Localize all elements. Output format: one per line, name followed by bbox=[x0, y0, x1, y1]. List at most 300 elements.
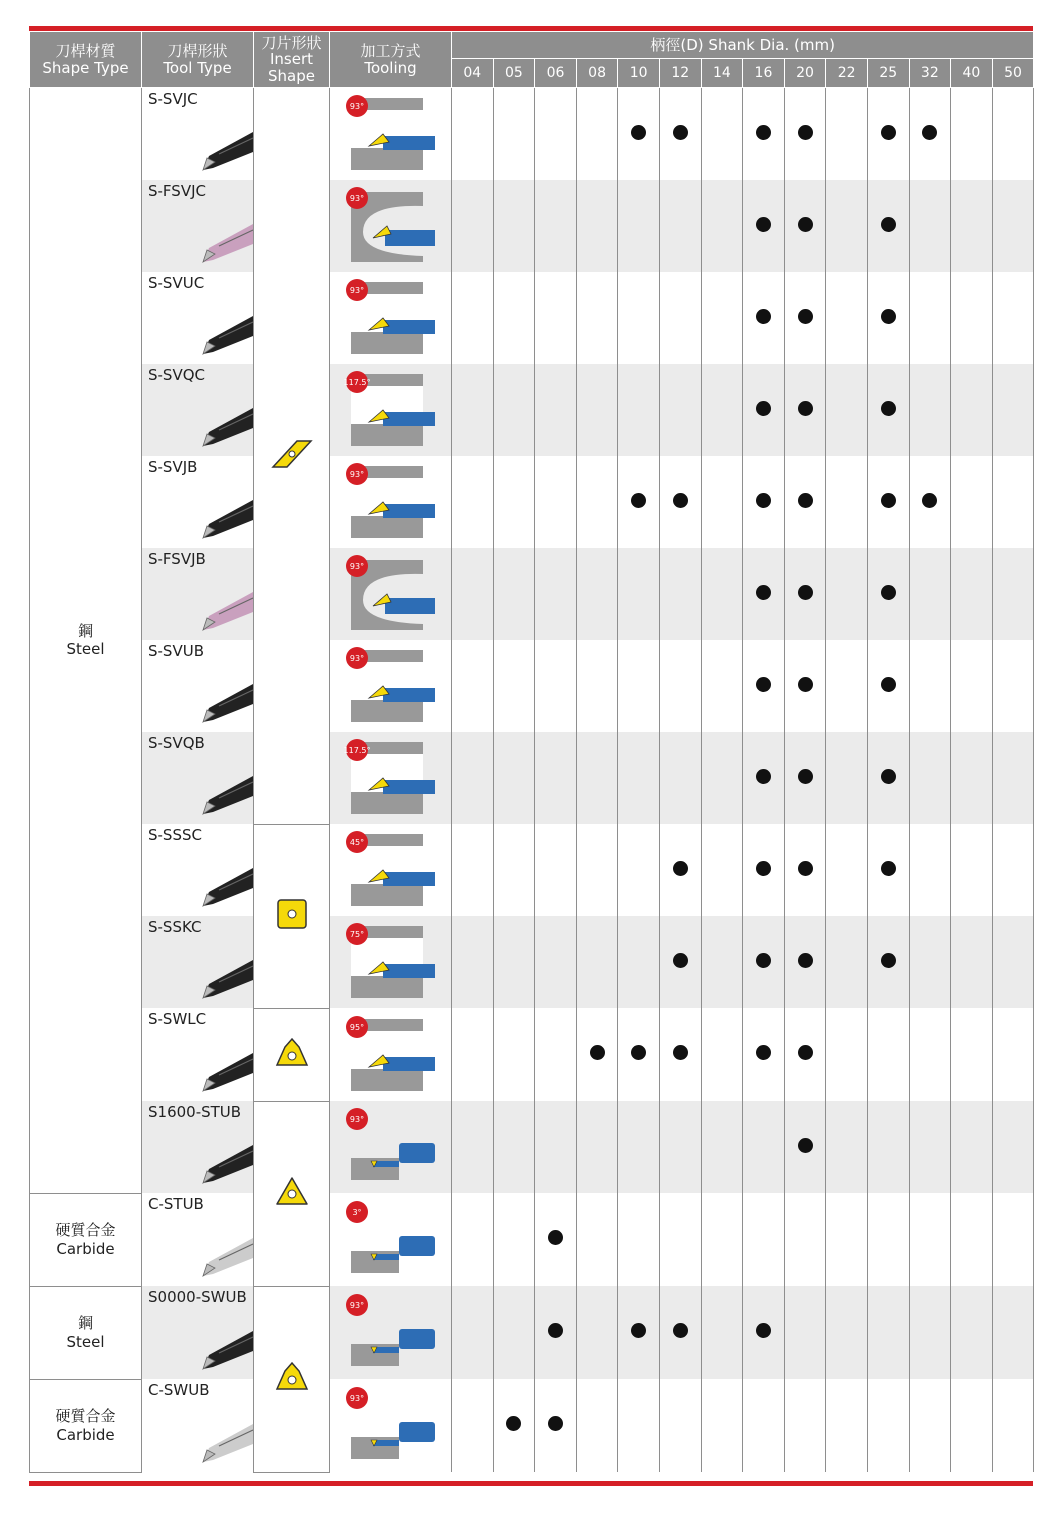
tooling-diagram bbox=[343, 734, 439, 818]
tool-type-cell bbox=[142, 1008, 254, 1101]
availability-cell bbox=[992, 364, 1034, 456]
availability-cell bbox=[826, 1101, 868, 1193]
availability-dot bbox=[798, 125, 813, 140]
availability-cell bbox=[535, 88, 577, 181]
availability-cell bbox=[535, 824, 577, 916]
availability-cell bbox=[452, 916, 494, 1008]
availability-cell bbox=[992, 548, 1034, 640]
header-shape-type-zh: 刀桿材質 bbox=[55, 42, 116, 60]
availability-cell bbox=[659, 180, 701, 272]
availability-dot bbox=[756, 677, 771, 692]
material-en: Carbide bbox=[56, 1425, 115, 1444]
square-insert-icon bbox=[276, 898, 308, 930]
availability-cell bbox=[452, 1008, 494, 1101]
availability-dot bbox=[922, 125, 937, 140]
availability-cell bbox=[784, 548, 826, 640]
table-row bbox=[30, 916, 1034, 1008]
boring-bar-image bbox=[189, 210, 253, 268]
availability-cell bbox=[826, 180, 868, 272]
availability-cell bbox=[618, 1101, 660, 1193]
boring-bar-table bbox=[29, 31, 1034, 1473]
availability-cell bbox=[826, 1286, 868, 1379]
availability-cell bbox=[992, 1008, 1034, 1101]
availability-cell bbox=[867, 272, 909, 364]
availability-cell bbox=[826, 916, 868, 1008]
availability-cell bbox=[452, 180, 494, 272]
availability-dot bbox=[881, 769, 896, 784]
tooling-angle-label: 95° bbox=[349, 1022, 364, 1032]
tooling-diagram bbox=[343, 90, 439, 174]
header-diameter: 40 bbox=[951, 59, 993, 88]
availability-cell bbox=[535, 548, 577, 640]
tool-type-cell bbox=[142, 1286, 254, 1379]
availability-cell bbox=[576, 640, 618, 732]
triangle-insert-icon bbox=[275, 1176, 309, 1208]
availability-dot bbox=[798, 1138, 813, 1153]
availability-dot bbox=[881, 953, 896, 968]
table-row bbox=[30, 272, 1034, 364]
tool-type-label: S-SVQC bbox=[148, 366, 205, 384]
tooling-angle-label: 117.5° bbox=[343, 746, 370, 755]
boring-bar-image bbox=[189, 1224, 253, 1282]
availability-cell bbox=[743, 456, 785, 548]
tooling-angle-label: 45° bbox=[349, 838, 364, 847]
availability-cell bbox=[535, 640, 577, 732]
availability-cell bbox=[576, 1101, 618, 1193]
material-cell bbox=[30, 1286, 142, 1379]
tool-type-label: C-STUB bbox=[148, 1195, 204, 1213]
availability-cell bbox=[618, 824, 660, 916]
availability-cell bbox=[618, 548, 660, 640]
material-zh: 硬質合金 bbox=[55, 1406, 116, 1425]
tool-type-cell bbox=[142, 916, 254, 1008]
availability-cell bbox=[701, 180, 743, 272]
availability-dot bbox=[798, 1045, 813, 1060]
tool-type-label: S-FSVJB bbox=[148, 550, 206, 568]
availability-cell bbox=[951, 548, 993, 640]
header-tool-type-zh: 刀桿形狀 bbox=[167, 42, 228, 60]
availability-cell bbox=[701, 1379, 743, 1472]
boring-bar-image bbox=[189, 946, 253, 1004]
tool-type-label: S-SVUC bbox=[148, 274, 205, 292]
availability-cell bbox=[618, 364, 660, 456]
availability-cell bbox=[576, 1379, 618, 1472]
availability-cell bbox=[576, 272, 618, 364]
header-diameter: 06 bbox=[535, 59, 577, 88]
availability-cell bbox=[618, 732, 660, 824]
tooling-diagram bbox=[343, 182, 439, 266]
availability-dot bbox=[881, 125, 896, 140]
availability-cell bbox=[618, 1193, 660, 1286]
boring-bar-image bbox=[189, 394, 253, 452]
availability-cell bbox=[867, 1101, 909, 1193]
availability-cell bbox=[701, 1193, 743, 1286]
availability-cell bbox=[618, 640, 660, 732]
insert-shape-cell bbox=[254, 824, 330, 1008]
table-row bbox=[30, 824, 1034, 916]
availability-cell bbox=[618, 1286, 660, 1379]
header-diameter: 32 bbox=[909, 59, 951, 88]
tooling-angle-label: 93° bbox=[349, 562, 364, 571]
availability-cell bbox=[452, 456, 494, 548]
availability-cell bbox=[493, 364, 535, 456]
availability-dot bbox=[798, 585, 813, 600]
tool-type-cell bbox=[142, 456, 254, 548]
availability-cell bbox=[535, 180, 577, 272]
tooling-cell bbox=[330, 732, 452, 824]
availability-cell bbox=[576, 364, 618, 456]
availability-cell bbox=[951, 732, 993, 824]
availability-cell bbox=[992, 1193, 1034, 1286]
boring-bar-image bbox=[189, 762, 253, 820]
availability-cell bbox=[659, 824, 701, 916]
availability-cell bbox=[659, 88, 701, 181]
availability-cell bbox=[867, 1379, 909, 1472]
tool-type-cell bbox=[142, 824, 254, 916]
availability-cell bbox=[659, 548, 701, 640]
availability-dot bbox=[673, 1045, 688, 1060]
availability-cell bbox=[743, 180, 785, 272]
tooling-diagram bbox=[343, 366, 439, 450]
availability-dot bbox=[756, 1323, 771, 1338]
tool-type-label: S-SWLC bbox=[148, 1010, 207, 1028]
availability-cell bbox=[493, 1379, 535, 1472]
tool-type-cell bbox=[142, 640, 254, 732]
availability-cell bbox=[992, 272, 1034, 364]
availability-cell bbox=[743, 1379, 785, 1472]
tooling-cell bbox=[330, 824, 452, 916]
availability-cell bbox=[867, 88, 909, 181]
tool-type-cell bbox=[142, 732, 254, 824]
availability-dot bbox=[673, 125, 688, 140]
header-tool-type-en: Tool Type bbox=[163, 58, 232, 77]
availability-cell bbox=[701, 1101, 743, 1193]
availability-cell bbox=[493, 88, 535, 181]
availability-cell bbox=[909, 1379, 951, 1472]
availability-cell bbox=[826, 824, 868, 916]
boring-bar-image bbox=[189, 302, 253, 360]
tool-type-label: C-SWUB bbox=[148, 1381, 210, 1399]
availability-dot bbox=[798, 401, 813, 416]
availability-cell bbox=[659, 1008, 701, 1101]
availability-cell bbox=[452, 548, 494, 640]
tooling-diagram bbox=[343, 826, 439, 910]
table-row bbox=[30, 1008, 1034, 1101]
availability-dot bbox=[631, 125, 646, 140]
availability-cell bbox=[867, 1008, 909, 1101]
availability-cell bbox=[992, 824, 1034, 916]
availability-cell bbox=[951, 1286, 993, 1379]
availability-cell bbox=[909, 1008, 951, 1101]
availability-cell bbox=[909, 1286, 951, 1379]
availability-cell bbox=[951, 1008, 993, 1101]
availability-cell bbox=[618, 272, 660, 364]
availability-cell bbox=[743, 364, 785, 456]
availability-cell bbox=[909, 272, 951, 364]
availability-dot bbox=[798, 217, 813, 232]
material-en: Carbide bbox=[56, 1239, 115, 1258]
availability-dot bbox=[631, 1045, 646, 1060]
availability-dot bbox=[798, 953, 813, 968]
material-zh: 鋼 bbox=[77, 621, 93, 640]
tool-type-cell bbox=[142, 1379, 254, 1472]
availability-cell bbox=[535, 272, 577, 364]
availability-cell bbox=[909, 1193, 951, 1286]
availability-cell bbox=[867, 364, 909, 456]
tooling-diagram bbox=[343, 1289, 439, 1373]
availability-cell bbox=[576, 180, 618, 272]
availability-cell bbox=[576, 1008, 618, 1101]
availability-cell bbox=[618, 1008, 660, 1101]
availability-cell bbox=[951, 1379, 993, 1472]
tooling-angle-label: 93° bbox=[349, 654, 364, 663]
availability-cell bbox=[701, 456, 743, 548]
availability-cell bbox=[618, 88, 660, 181]
availability-cell bbox=[576, 88, 618, 181]
tool-type-label: S-SVUB bbox=[148, 642, 204, 660]
availability-cell bbox=[701, 88, 743, 181]
availability-cell bbox=[618, 1379, 660, 1472]
tooling-angle-label: 93° bbox=[349, 1115, 364, 1124]
availability-cell bbox=[535, 456, 577, 548]
availability-cell bbox=[659, 364, 701, 456]
header-insert-shape-en1: Insert bbox=[269, 50, 314, 69]
availability-cell bbox=[784, 732, 826, 824]
tooling-diagram bbox=[343, 1196, 439, 1280]
tool-type-label: S-SSKC bbox=[148, 918, 202, 936]
availability-cell bbox=[743, 272, 785, 364]
availability-cell bbox=[992, 1286, 1034, 1379]
availability-cell bbox=[743, 548, 785, 640]
availability-cell bbox=[701, 1286, 743, 1379]
availability-cell bbox=[951, 88, 993, 181]
availability-cell bbox=[535, 1101, 577, 1193]
availability-cell bbox=[867, 916, 909, 1008]
availability-cell bbox=[951, 364, 993, 456]
table-row bbox=[30, 88, 1034, 181]
header-tooling-en: Tooling bbox=[364, 58, 417, 77]
availability-cell bbox=[701, 548, 743, 640]
availability-cell bbox=[826, 456, 868, 548]
header-diameter: 04 bbox=[452, 59, 494, 88]
tool-type-cell bbox=[142, 180, 254, 272]
availability-cell bbox=[659, 1101, 701, 1193]
availability-cell bbox=[452, 732, 494, 824]
tooling-cell bbox=[330, 180, 452, 272]
header-insert-shape-zh: 刀片形狀 bbox=[261, 33, 322, 52]
availability-cell bbox=[701, 916, 743, 1008]
header-tooling-zh: 加工方式 bbox=[360, 42, 421, 60]
availability-cell bbox=[743, 88, 785, 181]
availability-dot bbox=[798, 309, 813, 324]
tooling-cell bbox=[330, 272, 452, 364]
tooling-angle-label: 117.5° bbox=[343, 378, 370, 387]
availability-dot bbox=[506, 1416, 521, 1431]
table-row bbox=[30, 640, 1034, 732]
availability-cell bbox=[493, 732, 535, 824]
tooling-cell bbox=[330, 364, 452, 456]
availability-cell bbox=[784, 180, 826, 272]
availability-cell bbox=[826, 548, 868, 640]
tooling-angle-label: 93° bbox=[349, 1300, 364, 1310]
availability-cell bbox=[867, 640, 909, 732]
availability-cell bbox=[743, 916, 785, 1008]
availability-cell bbox=[951, 1193, 993, 1286]
table-row bbox=[30, 1379, 1034, 1472]
availability-cell bbox=[784, 364, 826, 456]
tooling-angle-label: 93° bbox=[349, 194, 364, 203]
availability-cell bbox=[784, 640, 826, 732]
header-shape-type-en: Shape Type bbox=[42, 58, 129, 77]
header-diameter: 12 bbox=[659, 59, 701, 88]
boring-bar-image bbox=[189, 1410, 253, 1468]
availability-cell bbox=[826, 1193, 868, 1286]
tool-type-cell bbox=[142, 1101, 254, 1193]
tooling-cell bbox=[330, 1379, 452, 1472]
tool-type-cell bbox=[142, 548, 254, 640]
table-row bbox=[30, 180, 1034, 272]
availability-cell bbox=[452, 1379, 494, 1472]
availability-cell bbox=[909, 548, 951, 640]
availability-cell bbox=[701, 1008, 743, 1101]
availability-cell bbox=[826, 364, 868, 456]
availability-cell bbox=[951, 456, 993, 548]
availability-cell bbox=[743, 640, 785, 732]
availability-cell bbox=[659, 1193, 701, 1286]
availability-cell bbox=[826, 272, 868, 364]
availability-cell bbox=[493, 640, 535, 732]
availability-cell bbox=[535, 1193, 577, 1286]
availability-cell bbox=[701, 824, 743, 916]
availability-cell bbox=[784, 1193, 826, 1286]
availability-cell bbox=[909, 456, 951, 548]
availability-dot bbox=[756, 1045, 771, 1060]
availability-cell bbox=[659, 272, 701, 364]
availability-cell bbox=[992, 1101, 1034, 1193]
tooling-cell bbox=[330, 88, 452, 181]
availability-cell bbox=[576, 732, 618, 824]
availability-dot bbox=[881, 217, 896, 232]
header-diameter: 14 bbox=[701, 59, 743, 88]
availability-dot bbox=[756, 309, 771, 324]
tooling-cell bbox=[330, 1008, 452, 1101]
table-row bbox=[30, 364, 1034, 456]
availability-dot bbox=[756, 217, 771, 232]
availability-cell bbox=[867, 1193, 909, 1286]
header-tooling bbox=[330, 32, 452, 88]
insert-shape-cell bbox=[254, 1286, 330, 1472]
diamond-insert-icon bbox=[271, 439, 313, 469]
tooling-diagram bbox=[343, 918, 439, 1002]
availability-cell bbox=[452, 824, 494, 916]
material-cell bbox=[30, 1379, 142, 1472]
availability-cell bbox=[452, 640, 494, 732]
table-row bbox=[30, 1193, 1034, 1286]
header-diameter: 10 bbox=[618, 59, 660, 88]
availability-cell bbox=[867, 180, 909, 272]
availability-cell bbox=[867, 1286, 909, 1379]
availability-cell bbox=[452, 88, 494, 181]
boring-bar-image bbox=[189, 578, 253, 636]
header-shank-dia: 柄徑(D) Shank Dia. (mm) bbox=[452, 32, 1034, 59]
boring-bar-image bbox=[189, 1317, 253, 1375]
header-diameter: 20 bbox=[784, 59, 826, 88]
tooling-angle-label: 93° bbox=[349, 470, 364, 479]
tooling-cell bbox=[330, 456, 452, 548]
availability-cell bbox=[493, 456, 535, 548]
availability-cell bbox=[784, 88, 826, 181]
tooling-diagram bbox=[343, 274, 439, 358]
header-diameter: 25 bbox=[867, 59, 909, 88]
availability-cell bbox=[493, 916, 535, 1008]
availability-dot bbox=[673, 953, 688, 968]
availability-cell bbox=[535, 732, 577, 824]
availability-dot bbox=[590, 1045, 605, 1060]
availability-cell bbox=[784, 1008, 826, 1101]
availability-cell bbox=[909, 364, 951, 456]
header-diameter: 08 bbox=[576, 59, 618, 88]
header-diameter: 05 bbox=[493, 59, 535, 88]
availability-dot bbox=[548, 1323, 563, 1338]
availability-cell bbox=[784, 456, 826, 548]
availability-cell bbox=[992, 88, 1034, 181]
availability-cell bbox=[701, 732, 743, 824]
availability-dot bbox=[881, 401, 896, 416]
availability-cell bbox=[951, 1101, 993, 1193]
availability-cell bbox=[909, 824, 951, 916]
availability-dot bbox=[631, 493, 646, 508]
material-en: Steel bbox=[66, 640, 105, 659]
material-en: Steel bbox=[66, 1332, 105, 1351]
availability-cell bbox=[909, 88, 951, 181]
availability-cell bbox=[784, 1286, 826, 1379]
availability-cell bbox=[826, 732, 868, 824]
table-row bbox=[30, 1286, 1034, 1379]
availability-dot bbox=[756, 401, 771, 416]
availability-cell bbox=[867, 548, 909, 640]
availability-cell bbox=[992, 180, 1034, 272]
availability-cell bbox=[493, 824, 535, 916]
availability-cell bbox=[867, 456, 909, 548]
tooling-diagram bbox=[343, 1382, 439, 1466]
availability-cell bbox=[951, 824, 993, 916]
tool-type-cell bbox=[142, 364, 254, 456]
material-cell bbox=[30, 1193, 142, 1286]
material-cell bbox=[30, 88, 142, 1194]
trigon-insert-icon bbox=[275, 1361, 309, 1393]
tooling-cell bbox=[330, 1286, 452, 1379]
availability-cell bbox=[784, 824, 826, 916]
availability-cell bbox=[909, 916, 951, 1008]
availability-cell bbox=[618, 180, 660, 272]
availability-dot bbox=[798, 493, 813, 508]
header-insert-shape bbox=[254, 32, 330, 88]
availability-cell bbox=[659, 1379, 701, 1472]
availability-cell bbox=[493, 272, 535, 364]
tool-type-label: S1600-STUB bbox=[148, 1103, 242, 1121]
availability-cell bbox=[992, 456, 1034, 548]
availability-dot bbox=[881, 861, 896, 876]
header-tool-type bbox=[142, 32, 254, 88]
availability-cell bbox=[826, 640, 868, 732]
availability-cell bbox=[576, 1286, 618, 1379]
tool-type-label: S-SVJC bbox=[148, 90, 198, 108]
tool-type-cell bbox=[142, 272, 254, 364]
header-diameter: 50 bbox=[992, 59, 1034, 88]
tooling-diagram bbox=[343, 458, 439, 542]
availability-dot bbox=[673, 1323, 688, 1338]
availability-cell bbox=[909, 640, 951, 732]
